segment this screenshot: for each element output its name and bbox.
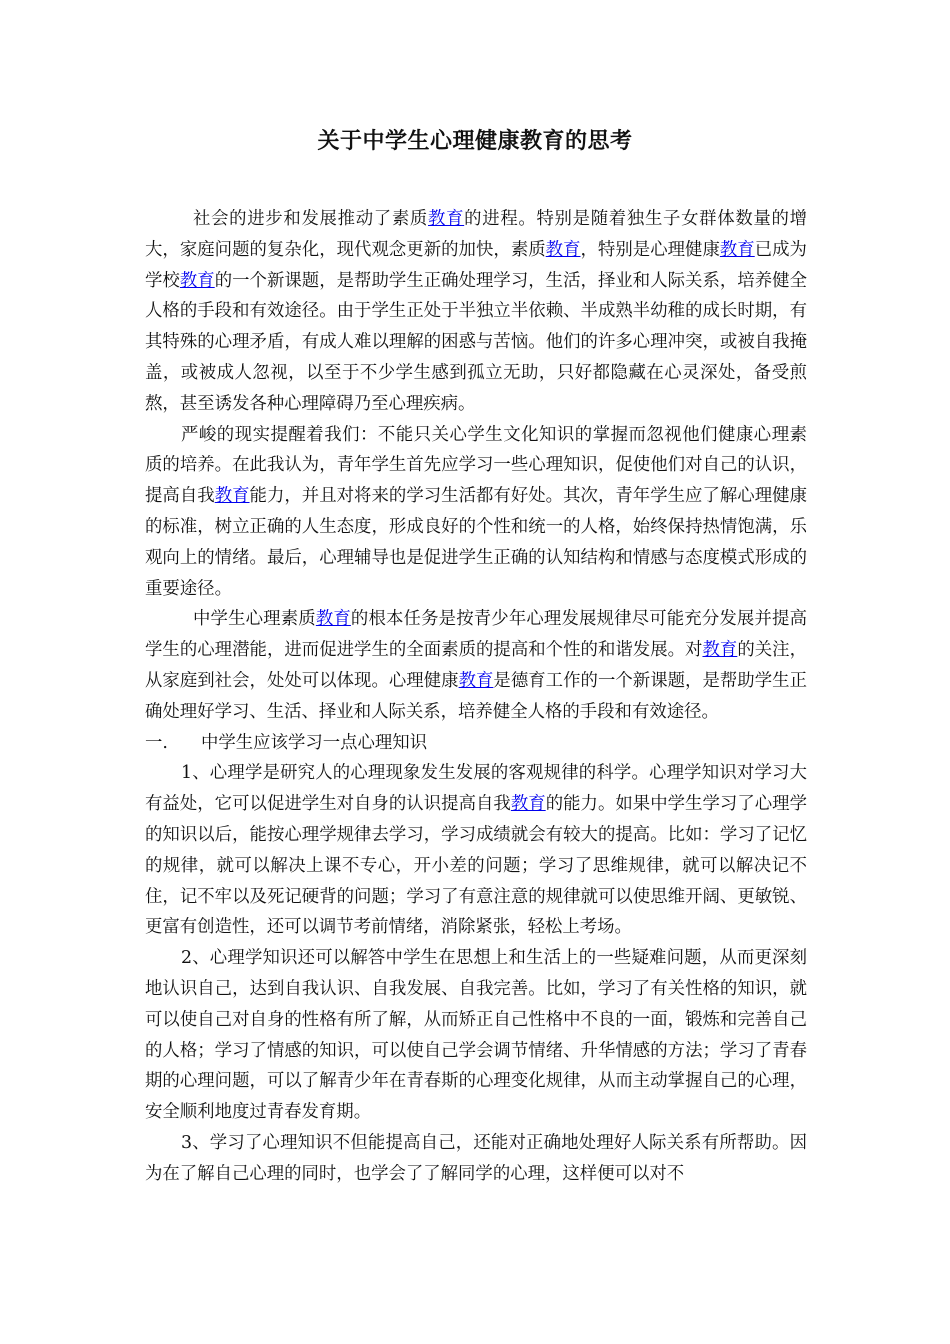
text-run: 1、心理学是研究人的心理现象发生发展的客观规律的科学。心理学知识对学习大有益处，它可以促进学生对自身的认识提高自我: [145, 763, 807, 815]
point-1: [145, 758, 807, 943]
education-link[interactable]: 教育: [719, 239, 755, 260]
text-run: 的根本任务是按青少年心理发展规律尽可能充分发展并提高学生的心理潜能，进而促进学生的全面素质的提高和个性的和谐发展。对: [145, 609, 807, 661]
section-heading-text: 中学生应该学习一点心理知识: [201, 732, 428, 753]
text-run: 3、学习了心理知识不但能提高自己，还能对正确地处理好人际关系有所帮助。因为在了解自己心理的同时，也学会了了解同学的心理，这样便可以对不: [145, 1132, 807, 1184]
text-run: 的进程。特别是随着独生子女群体数量的增大，家庭问题的复杂化，现代观念更新的加快，素质: [145, 209, 807, 260]
text-run: 的能力。如果中学生学习了心理学的知识以后，能按心理学规律去学习，学习成绩就会有较大的提高。比如：学习了记忆的规律，就可以解决上课不专心，开小差的问题；学习了思维规律，就可以解决记不住，记不牢以及死记硬背的问题；学习了有意注意的规律就可以使思维开阔、更敏锐、更富有创造性，还可以调节考前情绪，消除紧张，轻松上考场。: [145, 794, 807, 938]
education-link[interactable]: 教育: [315, 609, 351, 630]
document-title: 关于中学生心理健康教育的思考: [317, 129, 633, 154]
paragraph-2: [145, 420, 807, 605]
text-run: 能力，并且对将来的学习生活都有好处。其次，青年学生应了解心理健康的标准，树立正确的人生态度，形成良好的个性和统一的人格，始终保持热情饱满，乐观向上的情绪。最后，心理辅导也是促进学生正确的认知结构和情感与态度模式形成的重要途径。: [145, 486, 807, 599]
education-link[interactable]: 教育: [428, 209, 465, 229]
education-link[interactable]: 教育: [214, 486, 250, 507]
education-link[interactable]: 教育: [458, 670, 494, 691]
point-2: [145, 943, 807, 1128]
text-run: 2、心理学知识还可以解答中学生在思想上和生活上的一些疑难问题，从而更深刻地认识自己，达到自我认识、自我发展、自我完善。比如，学习了有关性格的知识，就可以使自己对自身的性格有所了解，从而矫正自己性格中不良的一面，锻炼和完善自己的人格；学习了情感的知识，可以使自己学会调节情绪、升华情感的方法；学习了青春期的心理问题，可以了解青少年在青春斯的心理变化规律，从而主动掌握自己的心理，安全顺利地度过青春发育期。: [145, 948, 807, 1123]
text-run: 的关注，从家庭到社会，处处可以体现。心理健康: [145, 640, 807, 691]
paragraph-1: [145, 204, 807, 420]
text-run: 社会的进步和发展推动了素质: [193, 209, 429, 229]
point-3: [145, 1128, 807, 1190]
text-run: 已成为学校: [145, 239, 807, 291]
education-link[interactable]: 教育: [702, 640, 738, 661]
text-run: ，特别是心理健康: [580, 239, 720, 260]
text-run: 的一个新课题，是帮助学生正确处理学习，生活，择业和人际关系，培养健全人格的手段和有效途径。由于学生正处于半独立半依赖、半成熟半幼稚的成长时期，有其特殊的心理矛盾，有成人难以理解的困惑与苦恼。他们的许多心理冲突，或被自我掩盖，或被成人忽视，以至于不少学生感到孤立无助，只好都隐藏在心灵深处，备受煎熬，甚至诱发各种心理障碍乃至心理疾病。: [145, 270, 807, 414]
text-run: 是德育工作的一个新课题，是帮助学生正确处理好学习、生活、择业和人际关系，培养健全人格的手段和有效途径。: [145, 670, 807, 722]
education-link[interactable]: 教育: [545, 239, 581, 260]
text-run: 严峻的现实提醒着我们：不能只关心学生文化知识的掌握而忽视他们健康心理素质的培养。在此我认为，青年学生首先应学习一些心理知识，促使他们对自己的认识，提高自我: [145, 424, 807, 507]
paragraph-3: [145, 604, 807, 727]
section-heading-number: 一.: [145, 732, 168, 753]
section-heading: [145, 728, 807, 759]
education-link[interactable]: 教育: [510, 794, 546, 815]
document-body: [145, 204, 807, 1190]
text-run: 中学生心理素质: [193, 609, 316, 630]
education-link[interactable]: 教育: [179, 270, 215, 291]
